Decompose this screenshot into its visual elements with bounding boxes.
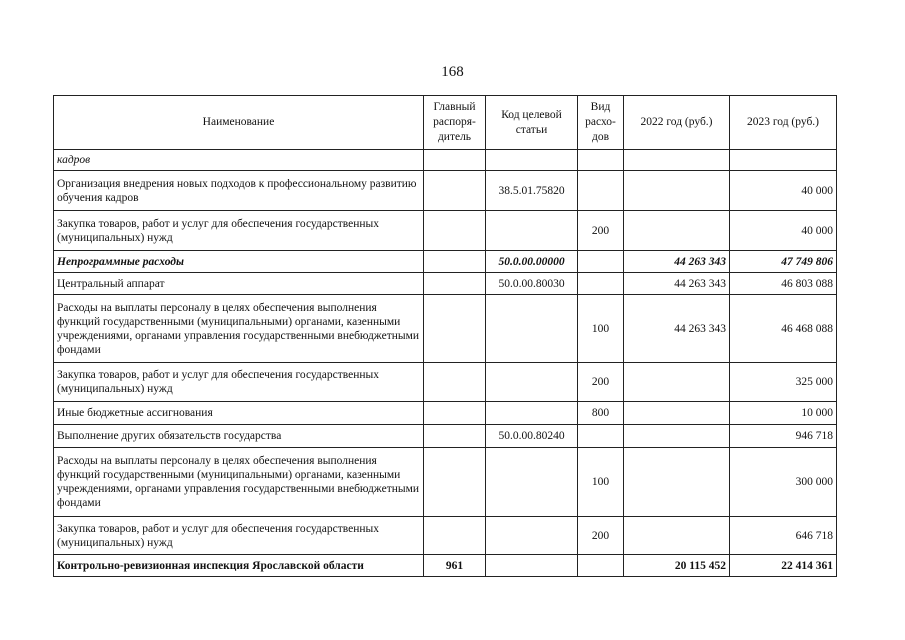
header-kod: Код целевой статьи [486,96,578,150]
cell-name: Расходы на выплаты персоналу в целях обеспечения выполнения функций государственными (муниципальными) органами, казенными учреждениями, органами управления государственными внебюджетными фондами [54,448,424,517]
cell-glavny [424,273,486,295]
cell-glavny [424,363,486,402]
cell-2022 [624,425,730,448]
cell-name: Организация внедрения новых подходов к профессиональному развитию обучения кадров [54,171,424,211]
cell-2023: 646 718 [730,517,837,555]
cell-glavny [424,517,486,555]
cell-code [486,363,578,402]
table-row [54,150,837,171]
table-row [54,251,837,273]
cell-2023: 946 718 [730,425,837,448]
cell-2022 [624,171,730,211]
cell-name: Расходы на выплаты персоналу в целях обеспечения выполнения функций государственными (муниципальными) органами, казенными учреждениями, органами управления государственными внебюджетными фондами [54,295,424,363]
cell-2022: 44 263 343 [624,251,730,273]
cell-vid [578,273,624,295]
table-row [54,363,837,402]
cell-vid: 200 [578,211,624,251]
cell-glavny [424,251,486,273]
cell-2023: 46 468 088 [730,295,837,363]
cell-glavny [424,425,486,448]
table-row [54,555,837,577]
cell-2023: 47 749 806 [730,251,837,273]
cell-code: 38.5.01.75820 [486,171,578,211]
cell-2023: 325 000 [730,363,837,402]
cell-code [486,555,578,577]
cell-code [486,448,578,517]
cell-2022: 44 263 343 [624,273,730,295]
cell-glavny [424,402,486,425]
cell-name: кадров [54,150,424,171]
table-row [54,295,837,363]
cell-vid [578,150,624,171]
table-row [54,448,837,517]
cell-2023: 300 000 [730,448,837,517]
cell-code [486,211,578,251]
cell-code [486,295,578,363]
cell-glavny: 961 [424,555,486,577]
cell-name: Выполнение других обязательств государства [54,425,424,448]
cell-code [486,402,578,425]
cell-name: Контрольно-ревизионная инспекция Ярославской области [54,555,424,577]
cell-2022 [624,448,730,517]
header-2022: 2022 год (руб.) [624,96,730,150]
cell-2023 [730,150,837,171]
cell-code: 50.0.00.80240 [486,425,578,448]
cell-code [486,150,578,171]
cell-code: 50.0.00.80030 [486,273,578,295]
cell-2023: 10 000 [730,402,837,425]
cell-glavny [424,150,486,171]
cell-vid: 800 [578,402,624,425]
table-row [54,273,837,295]
cell-name: Закупка товаров, работ и услуг для обеспечения государственных (муниципальных) нужд [54,363,424,402]
cell-code: 50.0.00.00000 [486,251,578,273]
cell-name: Закупка товаров, работ и услуг для обеспечения государственных (муниципальных) нужд [54,517,424,555]
cell-glavny [424,211,486,251]
cell-vid: 100 [578,448,624,517]
header-glavny: Главный распоря-дитель [424,96,486,150]
header-vid: Вид расхо-дов [578,96,624,150]
header-row [54,96,837,150]
cell-vid [578,425,624,448]
cell-2022 [624,402,730,425]
cell-vid: 200 [578,517,624,555]
cell-vid: 200 [578,363,624,402]
table-row [54,402,837,425]
cell-2022 [624,150,730,171]
header-name: Наименование [54,96,424,150]
cell-2023: 40 000 [730,211,837,251]
cell-2022 [624,363,730,402]
cell-name: Непрограммные расходы [54,251,424,273]
cell-vid [578,171,624,211]
table-row [54,517,837,555]
page-number: 168 [441,64,464,80]
cell-glavny [424,295,486,363]
budget-table [53,95,837,577]
cell-2022 [624,517,730,555]
cell-name: Центральный аппарат [54,273,424,295]
cell-vid [578,251,624,273]
cell-vid [578,555,624,577]
cell-code [486,517,578,555]
header-2023: 2023 год (руб.) [730,96,837,150]
cell-2023: 46 803 088 [730,273,837,295]
cell-2023: 22 414 361 [730,555,837,577]
cell-glavny [424,171,486,211]
cell-2022: 44 263 343 [624,295,730,363]
cell-vid: 100 [578,295,624,363]
cell-glavny [424,448,486,517]
cell-name: Закупка товаров, работ и услуг для обеспечения государственных (муниципальных) нужд [54,211,424,251]
cell-2022: 20 115 452 [624,555,730,577]
table-row [54,425,837,448]
cell-2023: 40 000 [730,171,837,211]
table-row [54,211,837,251]
cell-name: Иные бюджетные ассигнования [54,402,424,425]
table-row [54,171,837,211]
cell-2022 [624,211,730,251]
